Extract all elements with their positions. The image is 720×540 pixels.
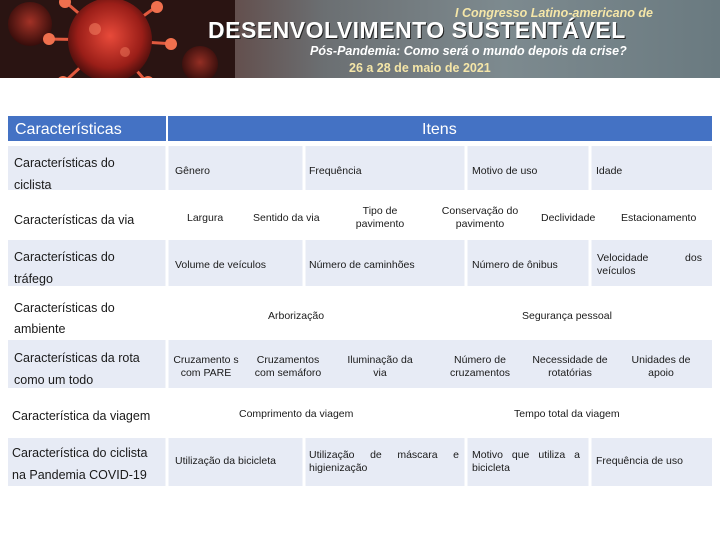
item-cell: Motivo que utiliza a bicicleta <box>472 449 580 475</box>
row-label: Característica da viagem <box>12 409 151 423</box>
row-label: Características da via <box>14 213 135 227</box>
header-right-label: Itens <box>422 121 457 138</box>
item-cell: Comprimento da viagem <box>239 408 354 420</box>
item-cell: Frequência de uso <box>596 455 683 467</box>
row-label: Características do <box>14 156 115 170</box>
item-cell: Necessidade de rotatórias <box>532 354 608 380</box>
item-cell: Número de caminhões <box>309 259 415 271</box>
row-label: Característica do ciclista <box>12 446 148 460</box>
item-cell: Motivo de uso <box>472 165 538 177</box>
item-cell: Unidades de apoio <box>631 354 691 380</box>
item-cell: Número de ônibus <box>472 259 558 271</box>
event-banner <box>0 0 720 78</box>
row-label: como um todo <box>14 373 94 387</box>
banner-dates: 26 a 28 de maio de 2021 <box>349 61 491 75</box>
item-cell: Segurança pessoal <box>522 310 612 322</box>
banner-title: DESENVOLVIMENTO SUSTENTÁVEL <box>208 17 626 43</box>
row-label: Características da rota <box>14 351 140 365</box>
coronavirus-illustration <box>0 0 235 78</box>
item-cell: Iluminação da via <box>347 354 413 380</box>
item-cell: Volume de veículos <box>175 259 267 271</box>
item-cell: Largura <box>187 212 224 224</box>
row-label: Características do <box>14 301 115 315</box>
item-cell: Número de cruzamentos <box>449 354 511 380</box>
item-cell: Tempo total da viagem <box>514 408 620 420</box>
header-left-cell <box>8 116 166 141</box>
row-label: ambiente <box>14 322 66 336</box>
item-cell: Estacionamento <box>621 212 697 224</box>
banner-line1: I Congresso Latino-americano de <box>455 6 653 20</box>
item-cell: Cruzamentos com semáforo <box>254 354 322 380</box>
header-right-cell <box>168 116 712 141</box>
item-cell: Tipo de pavimento <box>355 205 405 231</box>
item-cell: Declividade <box>541 212 596 224</box>
row-label: ciclista <box>14 178 52 192</box>
item-cell: Conservação do pavimento <box>441 205 519 231</box>
item-cell: Velocidade dos veículos <box>597 252 702 278</box>
item-cell: Sentido da via <box>253 212 320 224</box>
item-cell: Utilização da bicicleta <box>175 455 276 467</box>
row-label: tráfego <box>14 272 53 286</box>
item-cell: Frequência <box>309 165 362 177</box>
item-cell: Idade <box>596 165 623 177</box>
row-label: na Pandemia COVID-19 <box>12 468 147 482</box>
item-cell: Utilização de máscara e higienização <box>309 449 459 475</box>
row-label: Características do <box>14 250 115 264</box>
item-cell: Gênero <box>175 165 211 177</box>
item-cell: Cruzamento s com PARE <box>173 354 239 380</box>
banner-subtitle: Pós-Pandemia: Como será o mundo depois da crise? <box>310 44 627 58</box>
item-cell: Arborização <box>268 310 325 322</box>
header-left-label: Características <box>15 121 122 138</box>
